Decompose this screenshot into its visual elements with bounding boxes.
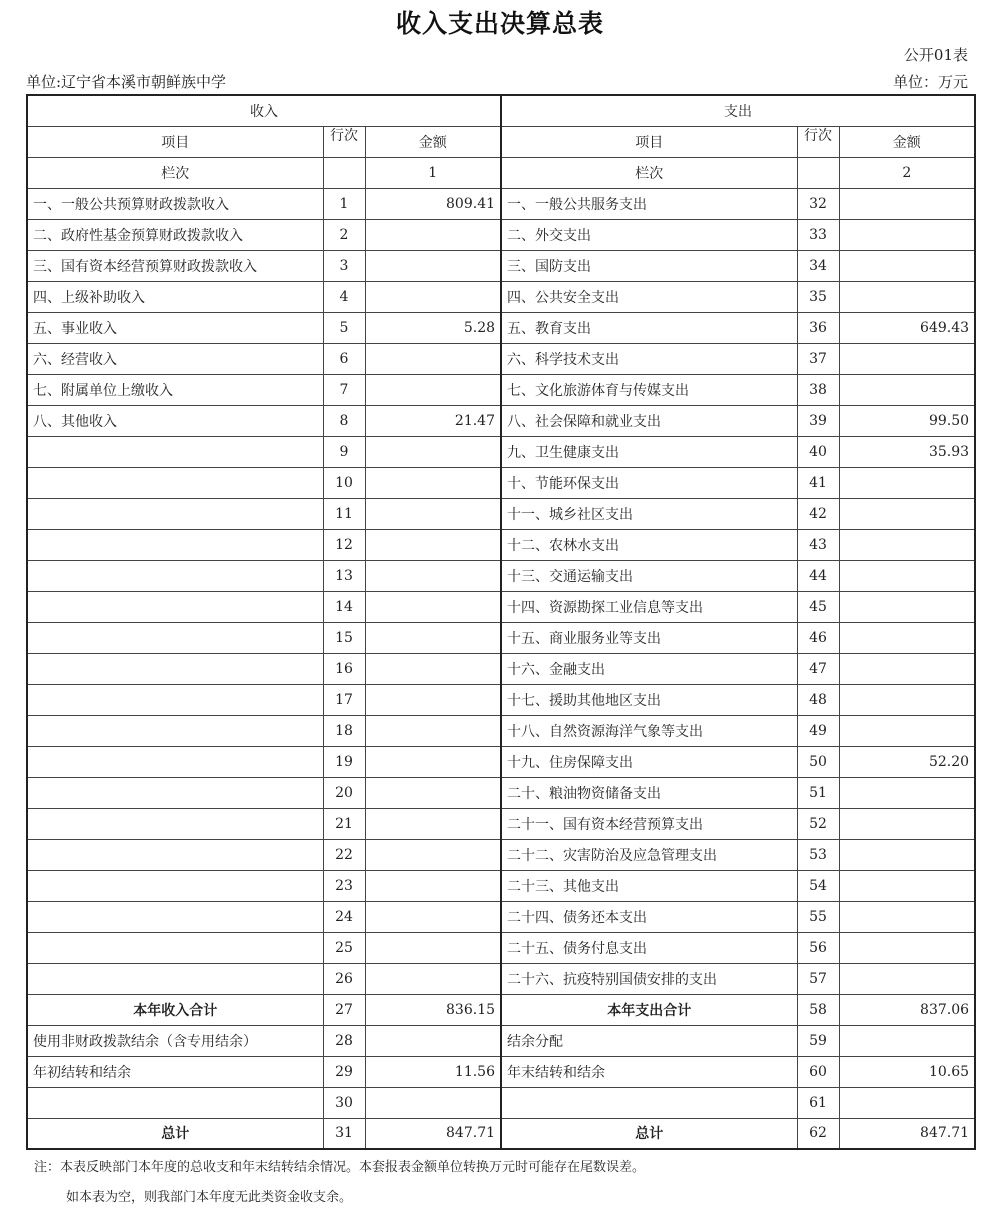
expense-item-cell: 二十五、债务付息支出 bbox=[501, 932, 797, 963]
table-row bbox=[27, 839, 975, 870]
expense-item-cell: 七、文化旅游体育与传媒支出 bbox=[501, 374, 797, 405]
expense-amount-cell bbox=[839, 281, 975, 312]
income-amount-cell bbox=[365, 219, 501, 250]
income-item-cell bbox=[27, 901, 323, 932]
expense-amount-cell: 847.71 bbox=[839, 1118, 975, 1149]
income-row-number: 25 bbox=[323, 932, 365, 963]
expense-amount-cell bbox=[839, 1087, 975, 1118]
expense-item-cell: 十、节能环保支出 bbox=[501, 467, 797, 498]
table-row bbox=[27, 312, 975, 343]
expense-row-number: 35 bbox=[797, 281, 839, 312]
expense-item-header: 项目 bbox=[501, 126, 797, 157]
expense-item-cell: 六、科学技术支出 bbox=[501, 343, 797, 374]
footnote-line-1: 注：本表反映部门本年度的总收支和年末结转结余情况。本套报表金额单位转换万元时可能存在尾数误差。 bbox=[34, 1160, 646, 1175]
income-item-cell bbox=[27, 932, 323, 963]
table-row bbox=[27, 777, 975, 808]
expense-item-cell: 十二、农林水支出 bbox=[501, 529, 797, 560]
income-amount-cell bbox=[365, 684, 501, 715]
expense-amount-cell bbox=[839, 529, 975, 560]
expense-amount-cell bbox=[839, 715, 975, 746]
expense-row-number: 59 bbox=[797, 1025, 839, 1056]
expense-amount-cell bbox=[839, 808, 975, 839]
income-item-cell bbox=[27, 653, 323, 684]
expense-amount-cell: 35.93 bbox=[839, 436, 975, 467]
expense-row-number: 54 bbox=[797, 870, 839, 901]
income-row-number: 18 bbox=[323, 715, 365, 746]
table-row bbox=[27, 963, 975, 994]
income-amount-cell: 21.47 bbox=[365, 405, 501, 436]
income-row-number: 24 bbox=[323, 901, 365, 932]
income-amount-cell bbox=[365, 963, 501, 994]
expense-row-number: 62 bbox=[797, 1118, 839, 1149]
income-item-cell bbox=[27, 839, 323, 870]
income-item-cell: 总计 bbox=[27, 1118, 323, 1149]
table-row bbox=[27, 1087, 975, 1118]
income-amount-cell: 847.71 bbox=[365, 1118, 501, 1149]
income-row-number: 30 bbox=[323, 1087, 365, 1118]
expense-item-cell: 十五、商业服务业等支出 bbox=[501, 622, 797, 653]
expense-item-cell: 本年支出合计 bbox=[501, 994, 797, 1025]
footnote-line-2: 如本表为空，则我部门本年度无此类资金收支余。 bbox=[66, 1190, 353, 1205]
income-item-cell bbox=[27, 467, 323, 498]
income-item-cell bbox=[27, 560, 323, 591]
expense-amount-cell bbox=[839, 591, 975, 622]
expense-section-header: 支出 bbox=[501, 95, 975, 126]
column-index-row bbox=[27, 157, 975, 188]
expense-amount-cell bbox=[839, 777, 975, 808]
income-row-number: 19 bbox=[323, 746, 365, 777]
form-number: 公开01表 bbox=[903, 46, 968, 64]
expense-amount-cell bbox=[839, 219, 975, 250]
income-amount-cell bbox=[365, 529, 501, 560]
income-item-cell: 使用非财政拨款结余（含专用结余） bbox=[27, 1025, 323, 1056]
income-row-number: 2 bbox=[323, 219, 365, 250]
expense-amount-cell bbox=[839, 498, 975, 529]
expense-row-number: 37 bbox=[797, 343, 839, 374]
income-row-number: 5 bbox=[323, 312, 365, 343]
expense-item-cell: 十一、城乡社区支出 bbox=[501, 498, 797, 529]
income-amount-cell bbox=[365, 622, 501, 653]
expense-amount-cell bbox=[839, 653, 975, 684]
expense-item-cell: 二十六、抗疫特别国债安排的支出 bbox=[501, 963, 797, 994]
income-item-cell: 七、附属单位上缴收入 bbox=[27, 374, 323, 405]
income-amount-cell: 809.41 bbox=[365, 188, 501, 219]
expense-item-cell: 二十三、其他支出 bbox=[501, 870, 797, 901]
income-row-number: 28 bbox=[323, 1025, 365, 1056]
expense-row-number: 44 bbox=[797, 560, 839, 591]
expense-item-cell: 五、教育支出 bbox=[501, 312, 797, 343]
table-row bbox=[27, 715, 975, 746]
income-amount-cell: 5.28 bbox=[365, 312, 501, 343]
income-row-number: 10 bbox=[323, 467, 365, 498]
income-amount-cell bbox=[365, 436, 501, 467]
expense-column-label: 栏次 bbox=[501, 157, 797, 188]
income-amount-cell bbox=[365, 901, 501, 932]
expense-row-number: 57 bbox=[797, 963, 839, 994]
expense-item-cell: 二十一、国有资本经营预算支出 bbox=[501, 808, 797, 839]
income-item-header: 项目 bbox=[27, 126, 323, 157]
expense-row-number: 45 bbox=[797, 591, 839, 622]
income-item-cell bbox=[27, 622, 323, 653]
expense-row-number: 32 bbox=[797, 188, 839, 219]
table-row bbox=[27, 219, 975, 250]
income-row-number: 20 bbox=[323, 777, 365, 808]
table-row bbox=[27, 870, 975, 901]
expense-row-number: 34 bbox=[797, 250, 839, 281]
table-row bbox=[27, 591, 975, 622]
table-row bbox=[27, 498, 975, 529]
income-item-cell bbox=[27, 777, 323, 808]
expense-row-number: 51 bbox=[797, 777, 839, 808]
expense-amount-cell bbox=[839, 870, 975, 901]
income-item-cell bbox=[27, 436, 323, 467]
expense-amount-header: 金额 bbox=[839, 126, 975, 157]
expense-amount-cell bbox=[839, 932, 975, 963]
income-amount-cell bbox=[365, 715, 501, 746]
income-amount-cell bbox=[365, 498, 501, 529]
income-item-cell: 二、政府性基金预算财政拨款收入 bbox=[27, 219, 323, 250]
expense-item-cell: 十三、交通运输支出 bbox=[501, 560, 797, 591]
expense-amount-cell: 837.06 bbox=[839, 994, 975, 1025]
income-amount-cell bbox=[365, 870, 501, 901]
table-row bbox=[27, 405, 975, 436]
expense-row-number: 41 bbox=[797, 467, 839, 498]
table-row bbox=[27, 436, 975, 467]
expense-row-number: 36 bbox=[797, 312, 839, 343]
income-item-cell bbox=[27, 808, 323, 839]
income-row-number: 22 bbox=[323, 839, 365, 870]
expense-amount-cell: 10.65 bbox=[839, 1056, 975, 1087]
income-item-cell bbox=[27, 498, 323, 529]
expense-row-number: 61 bbox=[797, 1087, 839, 1118]
income-item-cell: 四、上级补助收入 bbox=[27, 281, 323, 312]
expense-item-cell bbox=[501, 1087, 797, 1118]
income-row-number: 17 bbox=[323, 684, 365, 715]
income-item-cell bbox=[27, 870, 323, 901]
income-row-number: 3 bbox=[323, 250, 365, 281]
income-amount-cell bbox=[365, 932, 501, 963]
expense-item-cell: 总计 bbox=[501, 1118, 797, 1149]
income-amount-cell bbox=[365, 374, 501, 405]
expense-item-cell: 二十、粮油物资储备支出 bbox=[501, 777, 797, 808]
income-amount-cell bbox=[365, 281, 501, 312]
income-expense-table bbox=[26, 94, 976, 1150]
income-item-cell bbox=[27, 715, 323, 746]
expense-amount-cell bbox=[839, 560, 975, 591]
table-row bbox=[27, 343, 975, 374]
income-item-cell bbox=[27, 591, 323, 622]
expense-item-cell: 结余分配 bbox=[501, 1025, 797, 1056]
income-row-number: 4 bbox=[323, 281, 365, 312]
expense-amount-cell bbox=[839, 250, 975, 281]
income-amount-cell bbox=[365, 1025, 501, 1056]
income-amount-cell bbox=[365, 250, 501, 281]
expense-item-cell: 十四、资源勘探工业信息等支出 bbox=[501, 591, 797, 622]
table-row bbox=[27, 529, 975, 560]
expense-amount-cell bbox=[839, 684, 975, 715]
income-row-number: 27 bbox=[323, 994, 365, 1025]
expense-item-cell: 四、公共安全支出 bbox=[501, 281, 797, 312]
income-amount-cell bbox=[365, 746, 501, 777]
expense-amount-cell bbox=[839, 839, 975, 870]
expense-amount-cell: 99.50 bbox=[839, 405, 975, 436]
expense-row-number: 52 bbox=[797, 808, 839, 839]
expense-amount-cell bbox=[839, 188, 975, 219]
income-amount-cell bbox=[365, 777, 501, 808]
income-item-cell bbox=[27, 963, 323, 994]
income-row-number: 7 bbox=[323, 374, 365, 405]
income-row-no-header: 行次 bbox=[323, 126, 365, 157]
expense-row-number: 40 bbox=[797, 436, 839, 467]
expense-item-cell: 十九、住房保障支出 bbox=[501, 746, 797, 777]
expense-row-number: 48 bbox=[797, 684, 839, 715]
income-row-number: 26 bbox=[323, 963, 365, 994]
table-row bbox=[27, 560, 975, 591]
expense-row-number: 56 bbox=[797, 932, 839, 963]
expense-item-cell: 二十四、债务还本支出 bbox=[501, 901, 797, 932]
income-row-number: 8 bbox=[323, 405, 365, 436]
expense-row-number: 38 bbox=[797, 374, 839, 405]
money-unit: 单位：万元 bbox=[892, 73, 968, 91]
table-row bbox=[27, 1118, 975, 1149]
table-row bbox=[27, 250, 975, 281]
expense-item-cell: 十八、自然资源海洋气象等支出 bbox=[501, 715, 797, 746]
income-column-index: 1 bbox=[365, 157, 501, 188]
expense-item-cell: 三、国防支出 bbox=[501, 250, 797, 281]
income-amount-cell: 11.56 bbox=[365, 1056, 501, 1087]
income-amount-cell bbox=[365, 1087, 501, 1118]
income-item-cell: 五、事业收入 bbox=[27, 312, 323, 343]
income-item-cell: 三、国有资本经营预算财政拨款收入 bbox=[27, 250, 323, 281]
income-item-cell bbox=[27, 1087, 323, 1118]
table-row bbox=[27, 622, 975, 653]
expense-row-number: 55 bbox=[797, 901, 839, 932]
table-row bbox=[27, 281, 975, 312]
table-row bbox=[27, 374, 975, 405]
expense-item-cell: 一、一般公共服务支出 bbox=[501, 188, 797, 219]
table-row bbox=[27, 188, 975, 219]
income-amount-cell bbox=[365, 808, 501, 839]
expense-column-blank bbox=[797, 157, 839, 188]
income-amount-header: 金额 bbox=[365, 126, 501, 157]
income-column-label: 栏次 bbox=[27, 157, 323, 188]
income-amount-cell bbox=[365, 839, 501, 870]
table-row bbox=[27, 932, 975, 963]
expense-item-cell: 年末结转和结余 bbox=[501, 1056, 797, 1087]
income-amount-cell bbox=[365, 467, 501, 498]
income-amount-cell bbox=[365, 591, 501, 622]
expense-row-number: 39 bbox=[797, 405, 839, 436]
income-section-header: 收入 bbox=[27, 95, 501, 126]
expense-item-cell: 十六、金融支出 bbox=[501, 653, 797, 684]
section-header-row bbox=[27, 95, 975, 126]
income-row-number: 23 bbox=[323, 870, 365, 901]
income-row-number: 14 bbox=[323, 591, 365, 622]
table-row bbox=[27, 684, 975, 715]
income-row-number: 6 bbox=[323, 343, 365, 374]
expense-item-cell: 二、外交支出 bbox=[501, 219, 797, 250]
expense-amount-cell: 649.43 bbox=[839, 312, 975, 343]
income-row-number: 16 bbox=[323, 653, 365, 684]
expense-row-number: 58 bbox=[797, 994, 839, 1025]
income-amount-cell bbox=[365, 653, 501, 684]
income-item-cell: 年初结转和结余 bbox=[27, 1056, 323, 1087]
income-row-number: 31 bbox=[323, 1118, 365, 1149]
income-amount-cell bbox=[365, 343, 501, 374]
expense-row-no-header: 行次 bbox=[797, 126, 839, 157]
income-row-number: 12 bbox=[323, 529, 365, 560]
expense-item-cell: 八、社会保障和就业支出 bbox=[501, 405, 797, 436]
expense-item-cell: 九、卫生健康支出 bbox=[501, 436, 797, 467]
income-column-blank bbox=[323, 157, 365, 188]
expense-amount-cell bbox=[839, 1025, 975, 1056]
table-row bbox=[27, 746, 975, 777]
expense-row-number: 46 bbox=[797, 622, 839, 653]
income-row-number: 11 bbox=[323, 498, 365, 529]
table-row bbox=[27, 808, 975, 839]
expense-item-cell: 二十二、灾害防治及应急管理支出 bbox=[501, 839, 797, 870]
income-row-number: 13 bbox=[323, 560, 365, 591]
table-row bbox=[27, 901, 975, 932]
expense-row-number: 60 bbox=[797, 1056, 839, 1087]
expense-row-number: 49 bbox=[797, 715, 839, 746]
expense-row-number: 47 bbox=[797, 653, 839, 684]
income-item-cell bbox=[27, 746, 323, 777]
income-item-cell: 本年收入合计 bbox=[27, 994, 323, 1025]
expense-amount-cell bbox=[839, 343, 975, 374]
table-row bbox=[27, 994, 975, 1025]
expense-row-number: 53 bbox=[797, 839, 839, 870]
income-row-number: 29 bbox=[323, 1056, 365, 1087]
table-row bbox=[27, 1056, 975, 1087]
expense-column-index: 2 bbox=[839, 157, 975, 188]
income-item-cell bbox=[27, 684, 323, 715]
expense-row-number: 33 bbox=[797, 219, 839, 250]
table-row bbox=[27, 653, 975, 684]
expense-amount-cell bbox=[839, 963, 975, 994]
expense-amount-cell bbox=[839, 374, 975, 405]
income-amount-cell bbox=[365, 560, 501, 591]
expense-amount-cell bbox=[839, 467, 975, 498]
income-row-number: 15 bbox=[323, 622, 365, 653]
expense-row-number: 43 bbox=[797, 529, 839, 560]
expense-row-number: 50 bbox=[797, 746, 839, 777]
column-header-row bbox=[27, 126, 975, 157]
expense-amount-cell bbox=[839, 901, 975, 932]
income-amount-cell: 836.15 bbox=[365, 994, 501, 1025]
table-row bbox=[27, 467, 975, 498]
income-row-number: 21 bbox=[323, 808, 365, 839]
income-row-number: 9 bbox=[323, 436, 365, 467]
expense-amount-cell bbox=[839, 622, 975, 653]
expense-row-number: 42 bbox=[797, 498, 839, 529]
page-title: 收入支出决算总表 bbox=[395, 9, 604, 38]
income-row-number: 1 bbox=[323, 188, 365, 219]
income-item-cell bbox=[27, 529, 323, 560]
table-row bbox=[27, 1025, 975, 1056]
expense-amount-cell: 52.20 bbox=[839, 746, 975, 777]
income-item-cell: 六、经营收入 bbox=[27, 343, 323, 374]
income-item-cell: 八、其他收入 bbox=[27, 405, 323, 436]
organization-unit: 单位:辽宁省本溪市朝鲜族中学 bbox=[26, 73, 227, 91]
income-item-cell: 一、一般公共预算财政拨款收入 bbox=[27, 188, 323, 219]
expense-item-cell: 十七、援助其他地区支出 bbox=[501, 684, 797, 715]
